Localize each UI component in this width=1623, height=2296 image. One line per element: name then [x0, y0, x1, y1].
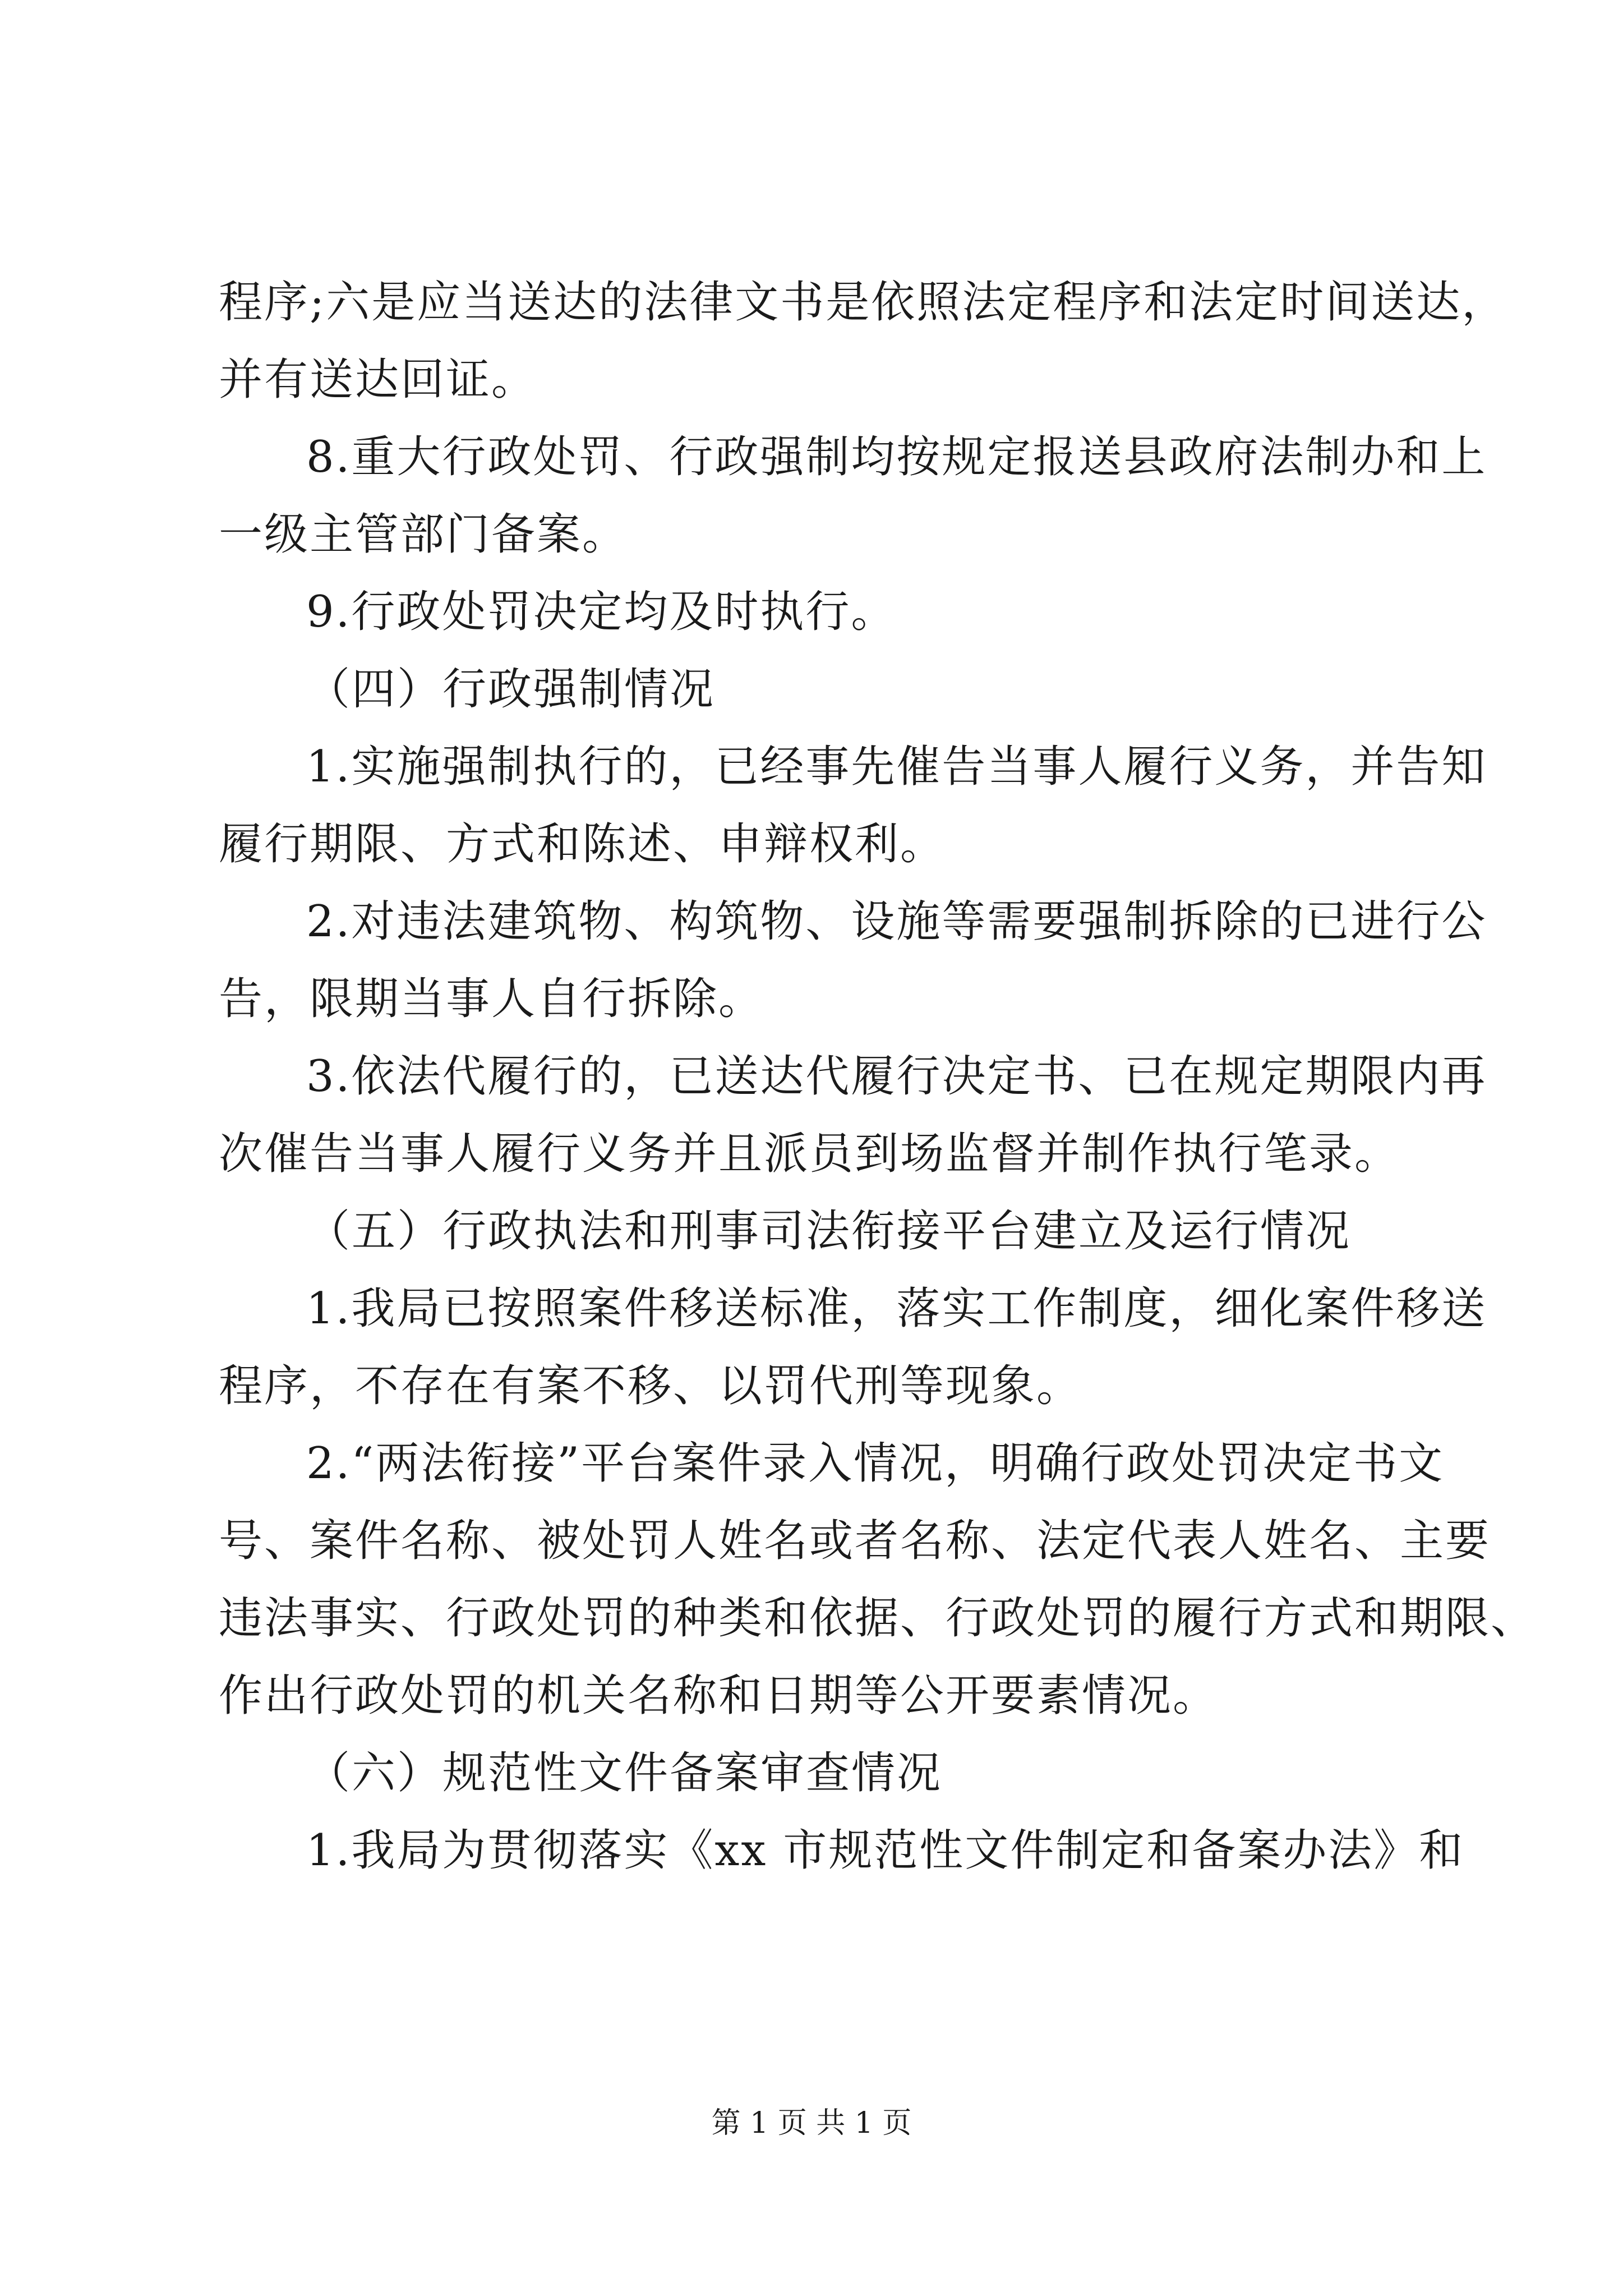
text-line: 9.行政处罚决定均及时执行。 — [306, 587, 897, 637]
document-body — [219, 264, 1537, 1889]
text-line: 一级主管部门备案。 — [219, 509, 628, 560]
text-line: 1.我局为贯彻落实《xx 市规范性文件制定和备案办法》和 — [306, 1825, 1465, 1876]
text-line: 3.依法代履行的，已送达代履行决定书、已在规定期限内再 — [306, 1051, 1487, 1102]
text-line: （四）行政强制情况 — [306, 664, 716, 715]
text-line: 1.实施强制执行的，已经事先催告当事人履行义务，并告知 — [306, 742, 1487, 792]
text-line: 次催告当事人履行义务并且派员到场监督并制作执行笔录。 — [219, 1129, 1400, 1179]
text-line: 作出行政处罚的机关名称和日期等公开要素情况。 — [219, 1671, 1219, 1721]
page-footer: 第 1 页 共 1 页 — [711, 2106, 912, 2140]
text-line: 号、案件名称、被处罚人姓名或者名称、法定代表人姓名、主要 — [219, 1516, 1491, 1566]
text-line: 并有送达回证。 — [219, 355, 537, 405]
text-line: 1.我局已按照案件移送标准，落实工作制度，细化案件移送 — [306, 1283, 1487, 1334]
text-line: 程序，不存在有案不移、以罚代刑等现象。 — [219, 1361, 1082, 1411]
text-line: 违法事实、行政处罚的种类和依据、行政处罚的履行方式和期限、 — [219, 1593, 1537, 1644]
text-line: 2.“两法衔接”平台案件录入情况，明确行政处罚决定书文 — [306, 1438, 1445, 1489]
text-line: 履行期限、方式和陈述、申辩权利。 — [219, 819, 946, 869]
text-line: （五）行政执法和刑事司法衔接平台建立及运行情况 — [306, 1206, 1352, 1257]
text-line: （六）规范性文件备案审查情况 — [306, 1748, 943, 1798]
text-line: 告，限期当事人自行拆除。 — [219, 974, 764, 1024]
text-line: 8.重大行政处罚、行政强制均按规定报送县政府法制办和上 — [306, 432, 1487, 482]
text-line: 程序;六是应当送达的法律文书是依照法定程序和法定时间送达， — [219, 277, 1507, 328]
text-line: 2.对违法建筑物、构筑物、设施等需要强制拆除的已进行公 — [306, 896, 1487, 947]
